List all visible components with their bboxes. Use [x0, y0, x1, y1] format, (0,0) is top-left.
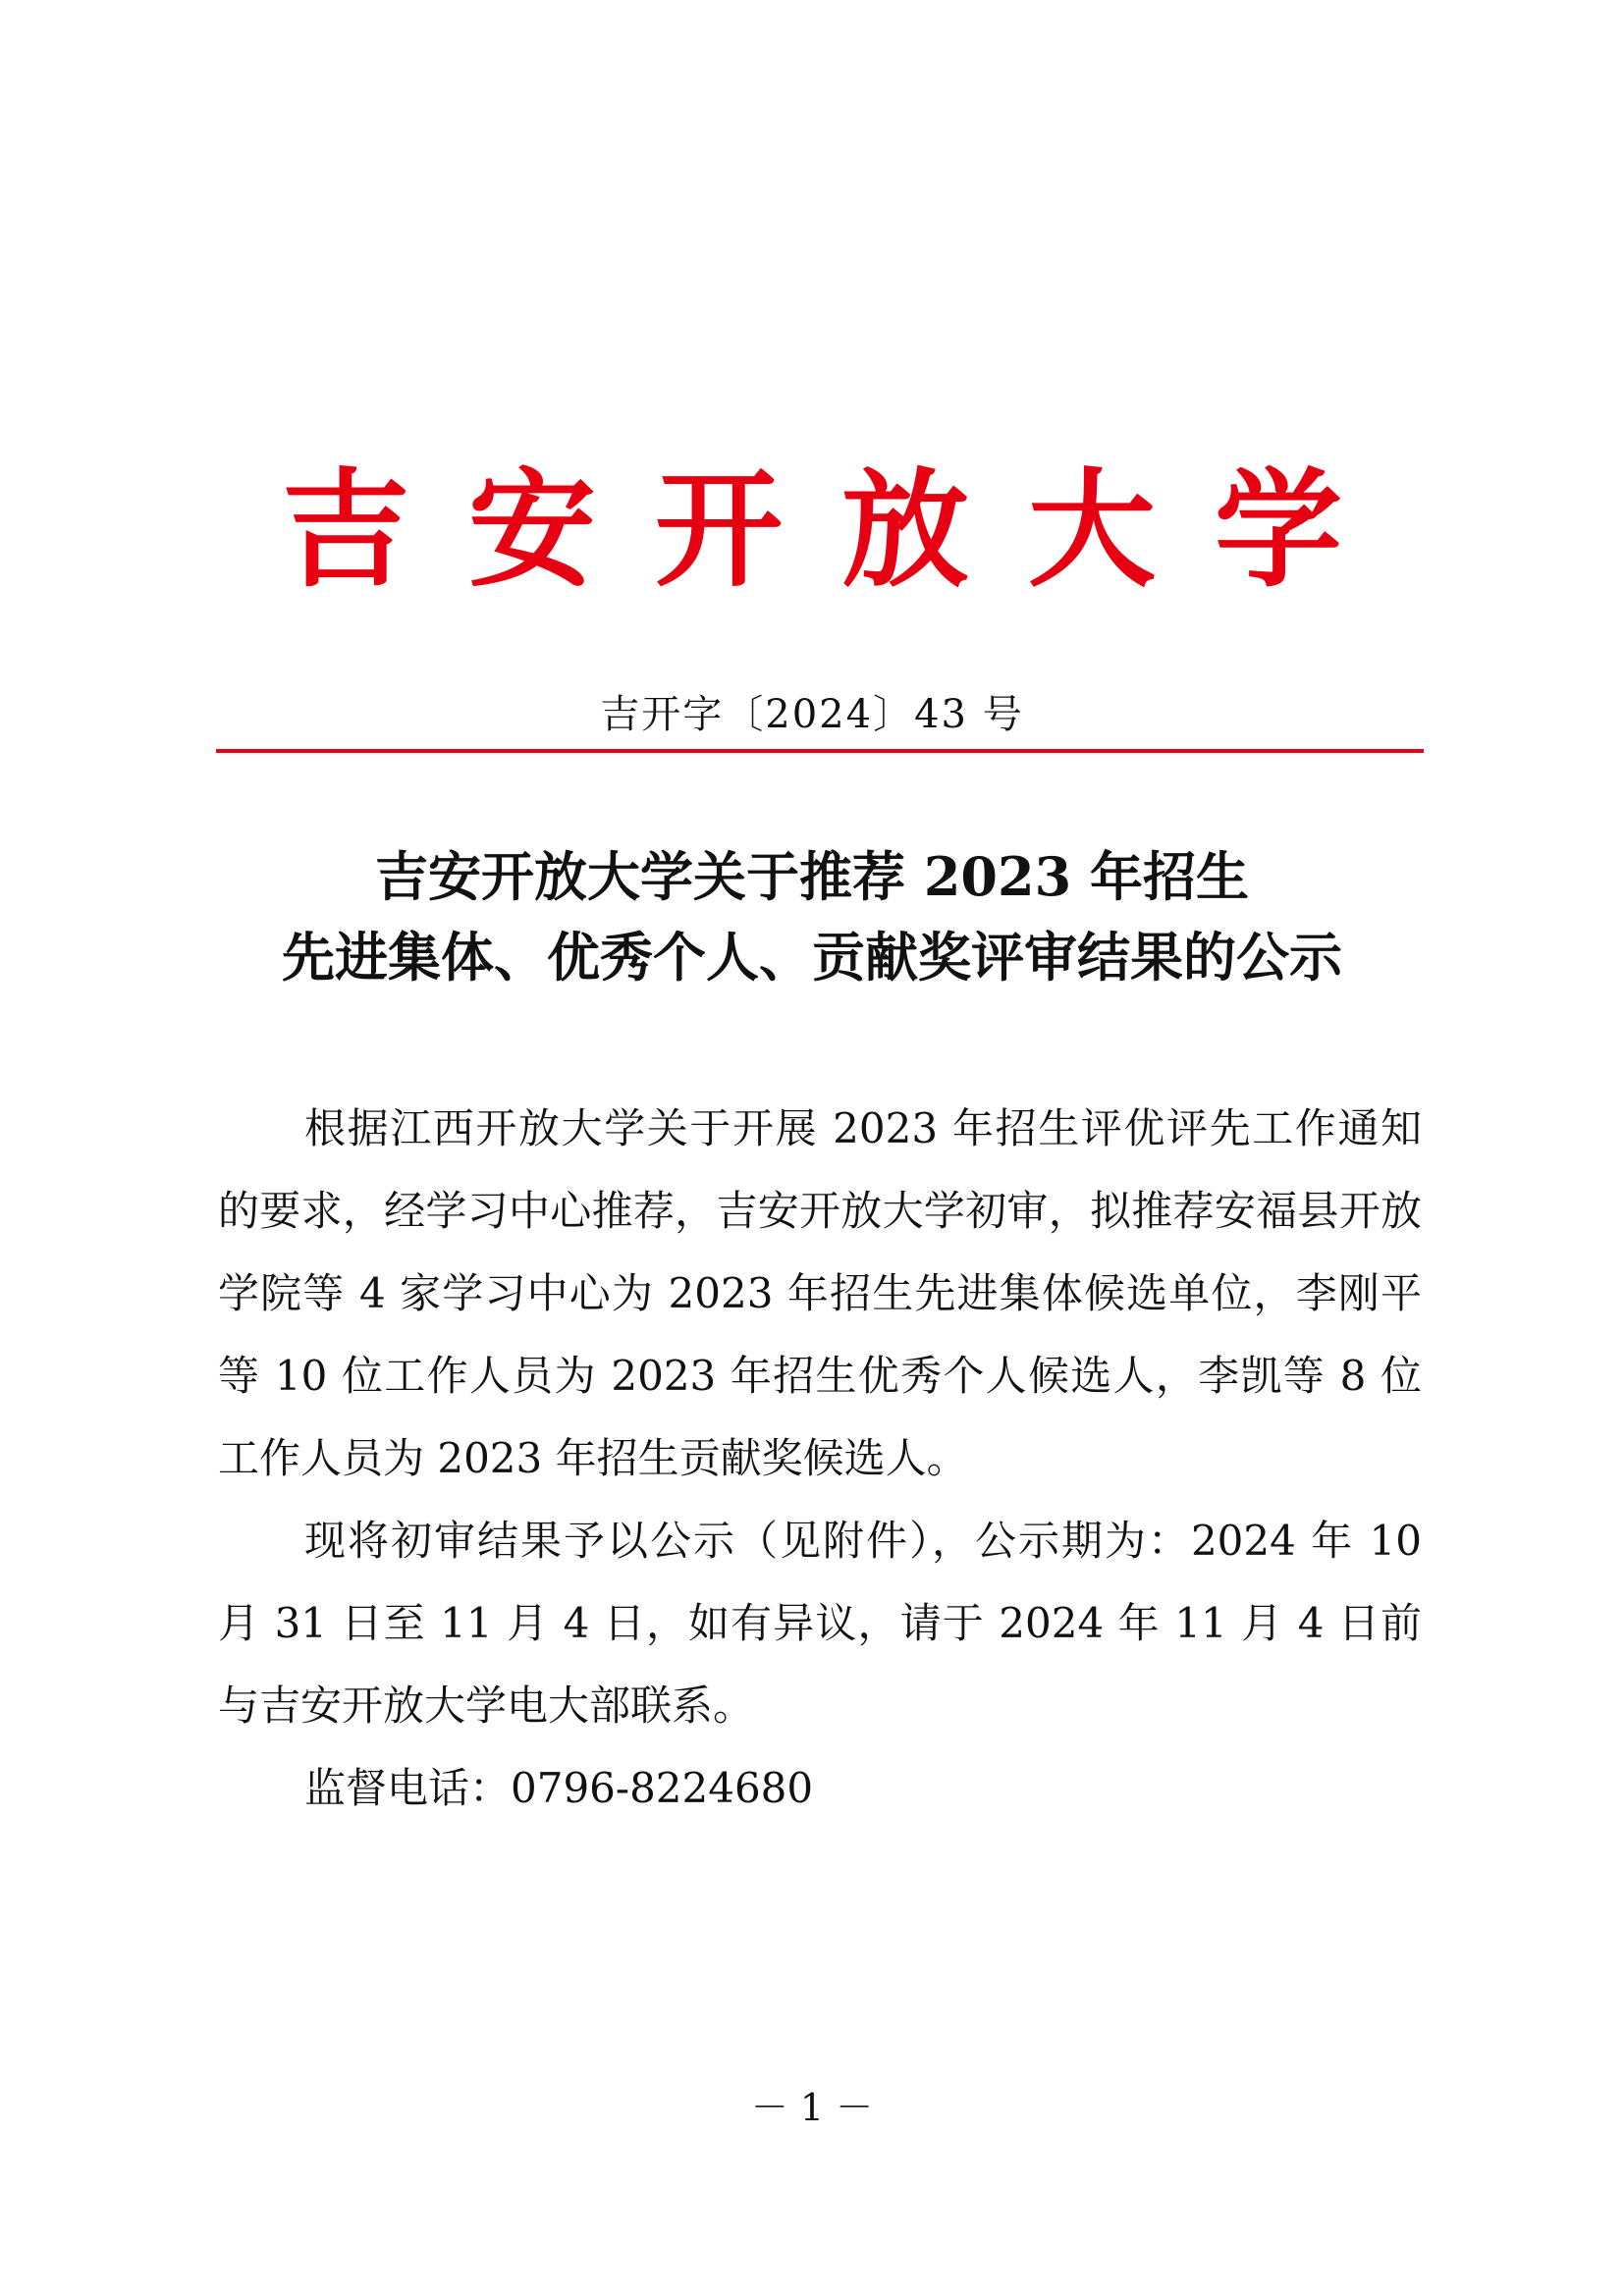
document-number: 吉开字〔2024〕43 号	[600, 692, 1024, 737]
notice-body	[218, 1088, 1422, 1830]
title-line-1: 吉安开放大学关于推荐 2023 年招生	[375, 845, 1249, 908]
notice-title	[0, 836, 1624, 997]
body-paragraph-1: 根据江西开放大学关于开展 2023 年招生评优评先工作通知的要求，经学习中心推荐，吉安开放大学初审，拟推荐安福县开放学院等 4 家学习中心为 2023 年招生先进集体候选单位，李刚平等 10 位工作人员为 2023 年招生优秀个人候选人，李凯等 8 位工作人员为 2023 年招生贡献奖候选人。	[218, 1104, 1422, 1482]
supervision-phone: 监督电话：0796-8224680	[304, 1764, 814, 1812]
masthead-title: 吉安开放大学	[281, 454, 1401, 605]
body-paragraph-2: 现将初审结果予以公示（见附件），公示期为：2024 年 10 月 31 日至 11 月 4 日，如有异议，请于 2024 年 11 月 4 日前与吉安开放大学电大部联系。	[218, 1517, 1422, 1730]
page-number: － 1 －	[750, 2086, 874, 2129]
red-divider-line	[216, 749, 1424, 753]
title-line-2: 先进集体、优秀个人、贡献奖评审结果的公示	[282, 926, 1342, 988]
